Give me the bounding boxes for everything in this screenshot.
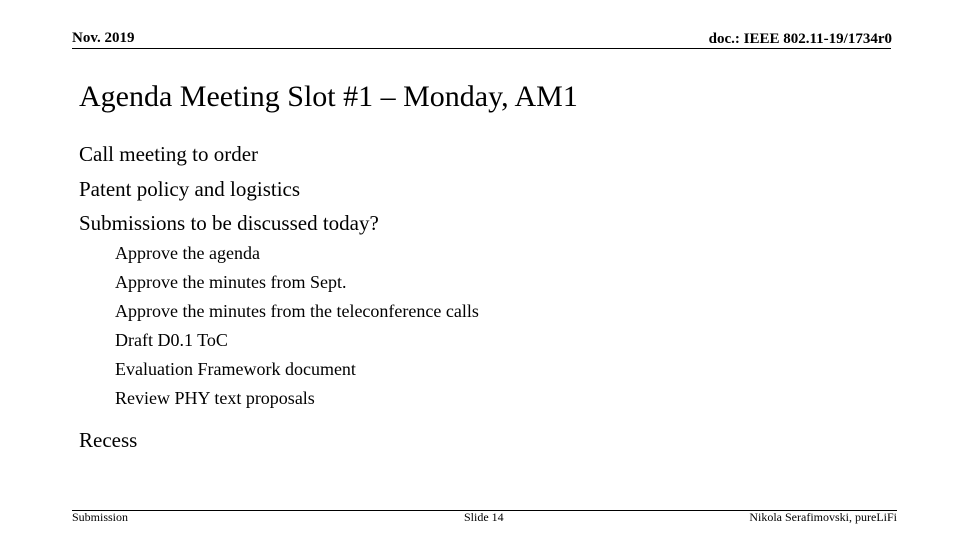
agenda-item: Patent policy and logistics <box>79 176 301 201</box>
agenda-list <box>79 140 479 460</box>
agenda-subitem: Review PHY text proposals <box>115 387 315 408</box>
agenda-item-recess: Recess <box>79 427 138 452</box>
agenda-sublist <box>79 241 479 415</box>
agenda-item: Call meeting to order <box>79 142 259 166</box>
header-divider <box>72 48 891 49</box>
footer-submission: Submission <box>72 510 129 524</box>
slide-title: Agenda Meeting Slot #1 – Monday, AM1 <box>79 80 578 113</box>
header-date: Nov. 2019 <box>72 30 135 46</box>
agenda-subitem: Draft D0.1 ToC <box>115 329 228 350</box>
footer-author: Nikola Serafimovski, pureLiFi <box>749 510 897 524</box>
agenda-subitem: Evaluation Framework document <box>115 358 356 379</box>
agenda-item: Submissions to be discussed today? <box>79 211 379 235</box>
agenda-subitem: Approve the minutes from the teleconference calls <box>115 300 479 321</box>
agenda-subitem: Approve the agenda <box>115 242 260 263</box>
footer-slide-number: Slide 14 <box>464 510 504 524</box>
agenda-subitems-container <box>79 244 479 426</box>
header-document-id: doc.: IEEE 802.11-19/1734r0 <box>708 31 892 47</box>
agenda-subitem: Approve the minutes from Sept. <box>115 271 347 292</box>
